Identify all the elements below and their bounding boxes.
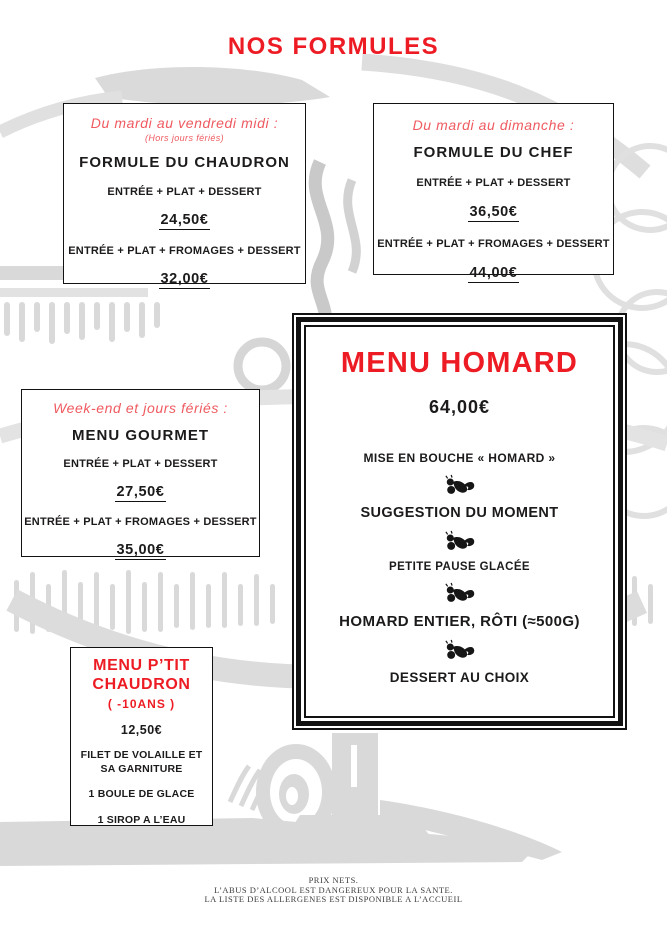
homard-course: HOMARD ENTIER, RÔTI (≈500G) <box>339 613 580 630</box>
card-availability-note: (Hors jours fériés) <box>144 133 225 143</box>
formula-card-chef <box>373 103 614 281</box>
formula-card-chaudron <box>63 103 306 287</box>
price: 32,00€ <box>160 271 209 287</box>
legal-line: PRIX NETS. <box>308 875 359 885</box>
legal-footer <box>0 876 667 905</box>
lobster-icon <box>445 582 475 605</box>
homard-course: DESSERT AU CHOIX <box>389 670 530 685</box>
card-title-line: MENU P’TIT <box>93 657 190 674</box>
menu-item: 1 SIROP A L’EAU <box>97 813 186 826</box>
price: 44,00€ <box>469 265 518 281</box>
menu-combo-line: ENTRÉE + PLAT + FROMAGES + DESSERT <box>68 245 301 257</box>
menu-combo-line: ENTRÉE + PLAT + DESSERT <box>63 458 218 470</box>
menu-combo-line: ENTRÉE + PLAT + FROMAGES + DESSERT <box>24 516 257 528</box>
age-note: ( -10ANS ) <box>107 697 176 711</box>
card-availability: Du mardi au dimanche : <box>412 117 575 133</box>
homard-title: MENU HOMARD <box>340 347 579 379</box>
lobster-icon <box>445 639 475 662</box>
price: 12,50€ <box>120 723 163 737</box>
card-title-line: CHAUDRON <box>92 676 191 693</box>
lobster-icon <box>445 530 475 553</box>
legal-line: LA LISTE DES ALLERGENES EST DISPONIBLE A L’ACCUEIL <box>204 894 463 904</box>
menu-item: 1 BOULE DE GLACE <box>88 788 195 800</box>
homard-course: PETITE PAUSE GLACÉE <box>389 561 530 573</box>
menu-ptit-chaudron-card <box>70 647 213 826</box>
formula-card-gourmet <box>21 389 260 557</box>
homard-course: SUGGESTION DU MOMENT <box>360 505 559 521</box>
homard-price: 64,00€ <box>428 397 491 417</box>
card-availability: Week-end et jours fériés : <box>53 400 228 416</box>
card-title: FORMULE DU CHAUDRON <box>79 154 290 171</box>
legal-line: L’ABUS D’ALCOOL EST DANGEREUX POUR LA SANTE. <box>214 884 453 895</box>
price: 24,50€ <box>160 212 209 228</box>
menu-item: FILET DE VOLAILLE ET SA GARNITURE <box>80 749 203 775</box>
price: 27,50€ <box>116 484 165 500</box>
page-title: NOS FORMULES <box>227 33 440 60</box>
lobster-icon <box>445 474 475 497</box>
menu-combo-line: ENTRÉE + PLAT + DESSERT <box>416 177 571 189</box>
price: 35,00€ <box>116 542 165 558</box>
homard-course: MISE EN BOUCHE « HOMARD » <box>363 451 556 465</box>
price: 36,50€ <box>469 204 518 220</box>
card-availability: Du mardi au vendredi midi : <box>90 115 279 131</box>
menu-combo-line: ENTRÉE + PLAT + FROMAGES + DESSERT <box>377 238 610 250</box>
card-title: MENU GOURMET <box>72 427 209 444</box>
menu-homard-card <box>292 313 627 730</box>
card-title: FORMULE DU CHEF <box>413 144 574 161</box>
menu-combo-line: ENTRÉE + PLAT + DESSERT <box>107 186 262 198</box>
